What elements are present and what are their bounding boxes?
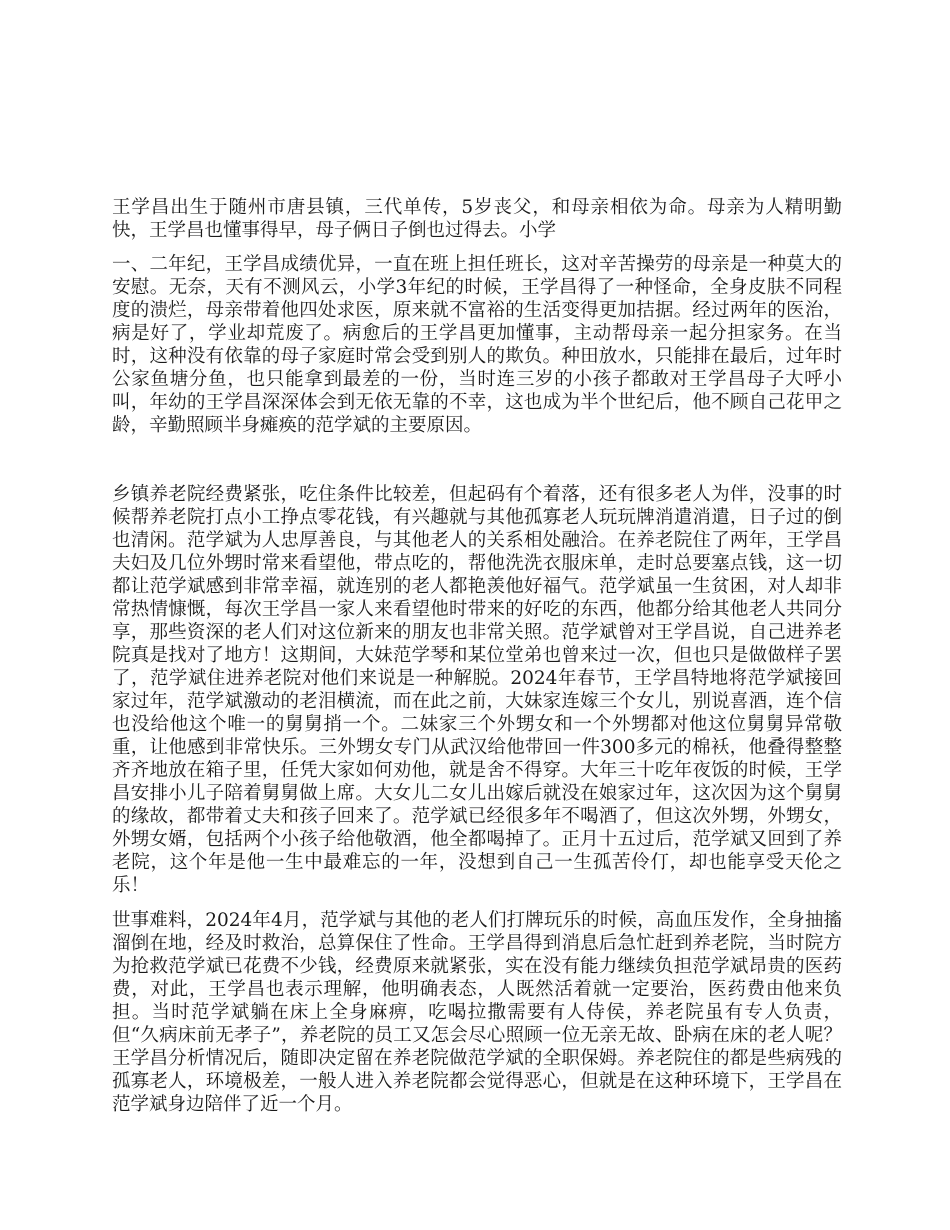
paragraph-childhood: 王学昌出生于随州市唐县镇，三代单传，5岁丧父，和母亲相依为命。母亲为人精明勤快，王学昌也懂事得早，母子俩日子倒也过得去。小学 [112, 197, 842, 241]
paragraph-school-illness: 一、二年纪，王学昌成绩优异，一直在班上担任班长，这对辛苦操劳的母亲是一种莫大的安慰。无奈，天有不测风云，小学3年纪的时候，王学昌得了一种怪命，全身皮肤不同程度的溃烂，母亲带着他四处求医，原来就不富裕的生活变得更加拮据。经过两年的医治，病是好了，学业却荒废了。病愈后的王学昌更加懂事，主动帮母亲一起分担家务。在当时，这种没有依靠的母子家庭时常会受到别人的欺负。种田放水，只能排在最后，过年时公家鱼塘分鱼，也只能拿到最差的一份，当时连三岁的小孩子都敢对王学昌母子大呼小叫，年幼的王学昌深深体会到无依无靠的不幸，这也成为半个世纪后，他不顾自己花甲之龄，辛勤照顾半身瘫痪的范学斌的主要原因。 [112, 254, 842, 436]
document-body [112, 196, 842, 1116]
paragraph-illness-care: 世事难料，2024年4月，范学斌与其他的老人们打牌玩乐的时候，高血压发作，全身抽搐溜倒在地，经及时救治，总算保住了性命。王学昌得到消息后急忙赶到养老院，当时院方为抢救范学斌已花费不少钱，经费原来就紧张，实在没有能力继续负担范学斌昂贵的医药费，对此，王学昌也表示理解，他明确表态，人既然活着就一定要治，医药费由他来负担。当时范学斌躺在床上全身麻痹，吃喝拉撒需要有人侍侯，养老院虽有专人负责，但“久病床前无孝子”，养老院的员工又怎会尽心照顾一位无亲无故、卧病在床的老人呢？王学昌分析情况后，随即决定留在养老院做范学斌的全职保姆。养老院住的都是些病残的孤寡老人，环境极差，一般人进入养老院都会觉得恶心，但就是在这种环境下，王学昌在范学斌身边陪伴了近一个月。 [112, 910, 842, 1115]
paragraph-nursing-home: 乡镇养老院经费紧张，吃住条件比较差，但起码有个着落，还有很多老人为伴，没事的时候帮养老院打点小工挣点零花钱，有兴趣就与其他孤寡老人玩玩牌消遣消遣，日子过的倒也清闲。范学斌为人忠厚善良，与其他老人的关系相处融洽。在养老院住了两年，王学昌夫妇及几位外甥时常来看望他，带点吃的，帮他洗洗衣服床单，走时总要塞点钱，这一切都让范学斌感到非常幸福，就连别的老人都艳羡他好福气。范学斌虽一生贫困，对人却非常热情慷慨，每次王学昌一家人来看望他时带来的好吃的东西，他都分给其他老人共同分享，那些资深的老人们对这位新来的朋友也非常关照。范学斌曾对王学昌说，自己进养老院真是找对了地方！这期间，大妹范学琴和某位堂弟也曾来过一次，但也只是做做样子罢了，范学斌住进养老院对他们来说是一种解脱。2024年春节，王学昌特地将范学斌接回家过年，范学斌激动的老泪横流，而在此之前，大妹家连嫁三个女儿，别说喜酒，连个信也没给他这个唯一的舅舅捎一个。二妹家三个外甥女和一个外甥都对他这位舅舅异常敬重，让他感到非常快乐。三外甥女专门从武汉给他带回一件300多元的棉袄，他叠得整整齐齐地放在箱子里，任凭大家如何劝他，就是舍不得穿。大年三十吃年夜饭的时候，王学昌安排小儿子陪着舅舅做上席。大女儿二女儿出嫁后就没在娘家过年，这次因为这个舅舅的缘故，都带着丈夫和孩子回来了。范学斌已经很多年不喝酒了，但这次外甥，外甥女，外甥女婿，包括两个小孩子给他敬酒，他全都喝掉了。正月十五过后，范学斌又回到了养老院，这个年是他一生中最难忘的一年，没想到自己一生孤苦伶仃，却也能享受天伦之乐！ [112, 484, 842, 896]
